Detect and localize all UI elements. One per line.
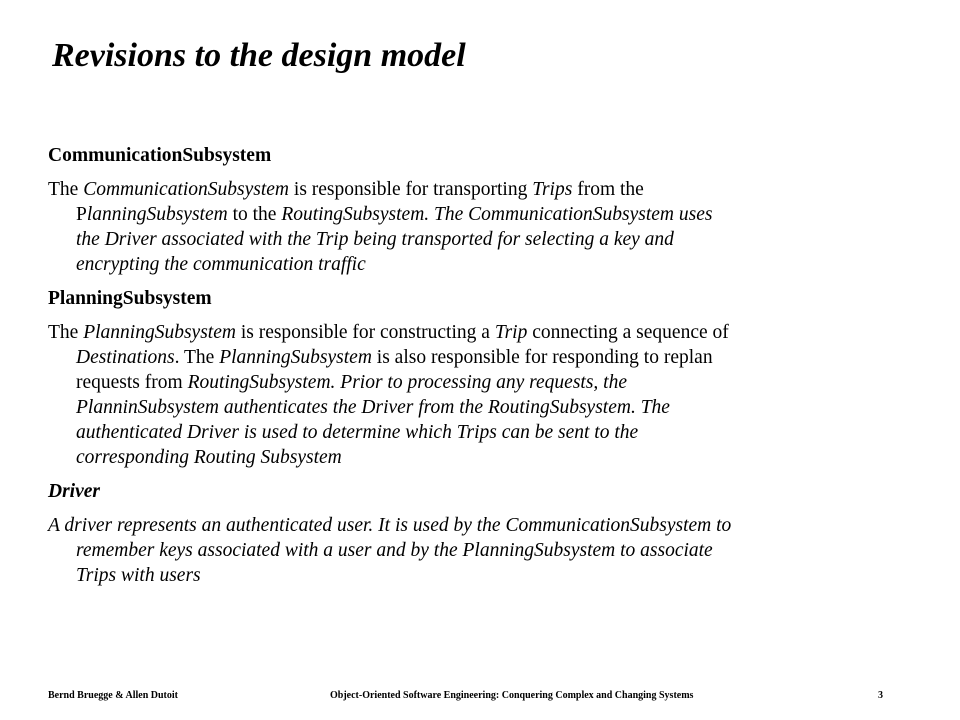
- definition-line: [48, 513, 928, 538]
- italic-text-run: A driver represents an authenticated user. It is used by the CommunicationSubsystem to: [48, 515, 732, 536]
- footer-authors: Bernd Bruegge & Allen Dutoit: [48, 690, 178, 701]
- definition-line: [48, 202, 928, 227]
- italic-text-run: encrypting the communication traffic: [76, 254, 366, 275]
- term-driver: Driver: [48, 481, 100, 502]
- definition-line: [48, 345, 928, 370]
- definition-line: [48, 445, 928, 470]
- italic-text-run: RoutingSubsystem. Prior to processing any requests, the: [187, 372, 627, 393]
- text-run: The: [48, 322, 84, 343]
- italic-text-run: corresponding Routing Subsystem: [76, 447, 342, 468]
- text-run: is responsible for transporting: [289, 179, 533, 200]
- italic-text-run: remember keys associated with a user and by the PlanningSubsystem to associate: [76, 540, 713, 561]
- slide-title: Revisions to the design model: [52, 37, 466, 74]
- definition-line: [48, 252, 928, 277]
- text-run: from the: [572, 179, 644, 200]
- text-run: is responsible for constructing a: [235, 322, 495, 343]
- italic-text-run: CommunicationSubsystem: [83, 179, 290, 200]
- italic-text-run: Trip: [494, 322, 528, 343]
- text-run: The: [48, 179, 84, 200]
- italic-text-run: lanningSubsystem: [86, 204, 228, 225]
- definitions-list: [48, 143, 928, 597]
- footer-course-title: Object-Oriented Software Engineering: Conquering Complex and Changing Systems: [330, 690, 694, 701]
- text-run: is also responsible for responding to replan: [371, 347, 713, 368]
- italic-text-run: PlanninSubsystem authenticates the Driver from the RoutingSubsystem. The: [76, 397, 670, 418]
- italic-text-run: Trips: [532, 179, 573, 200]
- italic-text-run: Destinations: [76, 347, 175, 368]
- definition-line: [48, 227, 928, 252]
- text-run: . The: [174, 347, 220, 368]
- definition-driver: [48, 513, 928, 588]
- italic-text-run: Trips with users: [76, 565, 201, 586]
- italic-text-run: RoutingSubsystem. The CommunicationSubsystem uses: [281, 204, 713, 225]
- italic-text-run: the Driver associated with the Trip being transported for selecting a key and: [76, 229, 674, 250]
- definition-line: [48, 177, 928, 202]
- definition-planning-subsystem: [48, 320, 928, 470]
- definition-line: [48, 563, 928, 588]
- page-number: 3: [878, 690, 883, 701]
- text-run: P: [76, 204, 87, 225]
- text-run: requests from: [76, 372, 188, 393]
- definition-line: [48, 320, 928, 345]
- italic-text-run: PlanningSubsystem: [83, 322, 236, 343]
- definition-line: [48, 395, 928, 420]
- term-planning-subsystem: PlanningSubsystem: [48, 288, 212, 309]
- italic-text-run: PlanningSubsystem: [219, 347, 372, 368]
- text-run: connecting a sequence of: [527, 322, 729, 343]
- text-run: to the: [227, 204, 282, 225]
- definition-line: [48, 538, 928, 563]
- italic-text-run: authenticated Driver is used to determine which Trips can be sent to the: [76, 422, 639, 443]
- definition-communication-subsystem: [48, 177, 928, 277]
- definition-line: [48, 370, 928, 395]
- definition-line: [48, 420, 928, 445]
- term-communication-subsystem: CommunicationSubsystem: [48, 145, 272, 166]
